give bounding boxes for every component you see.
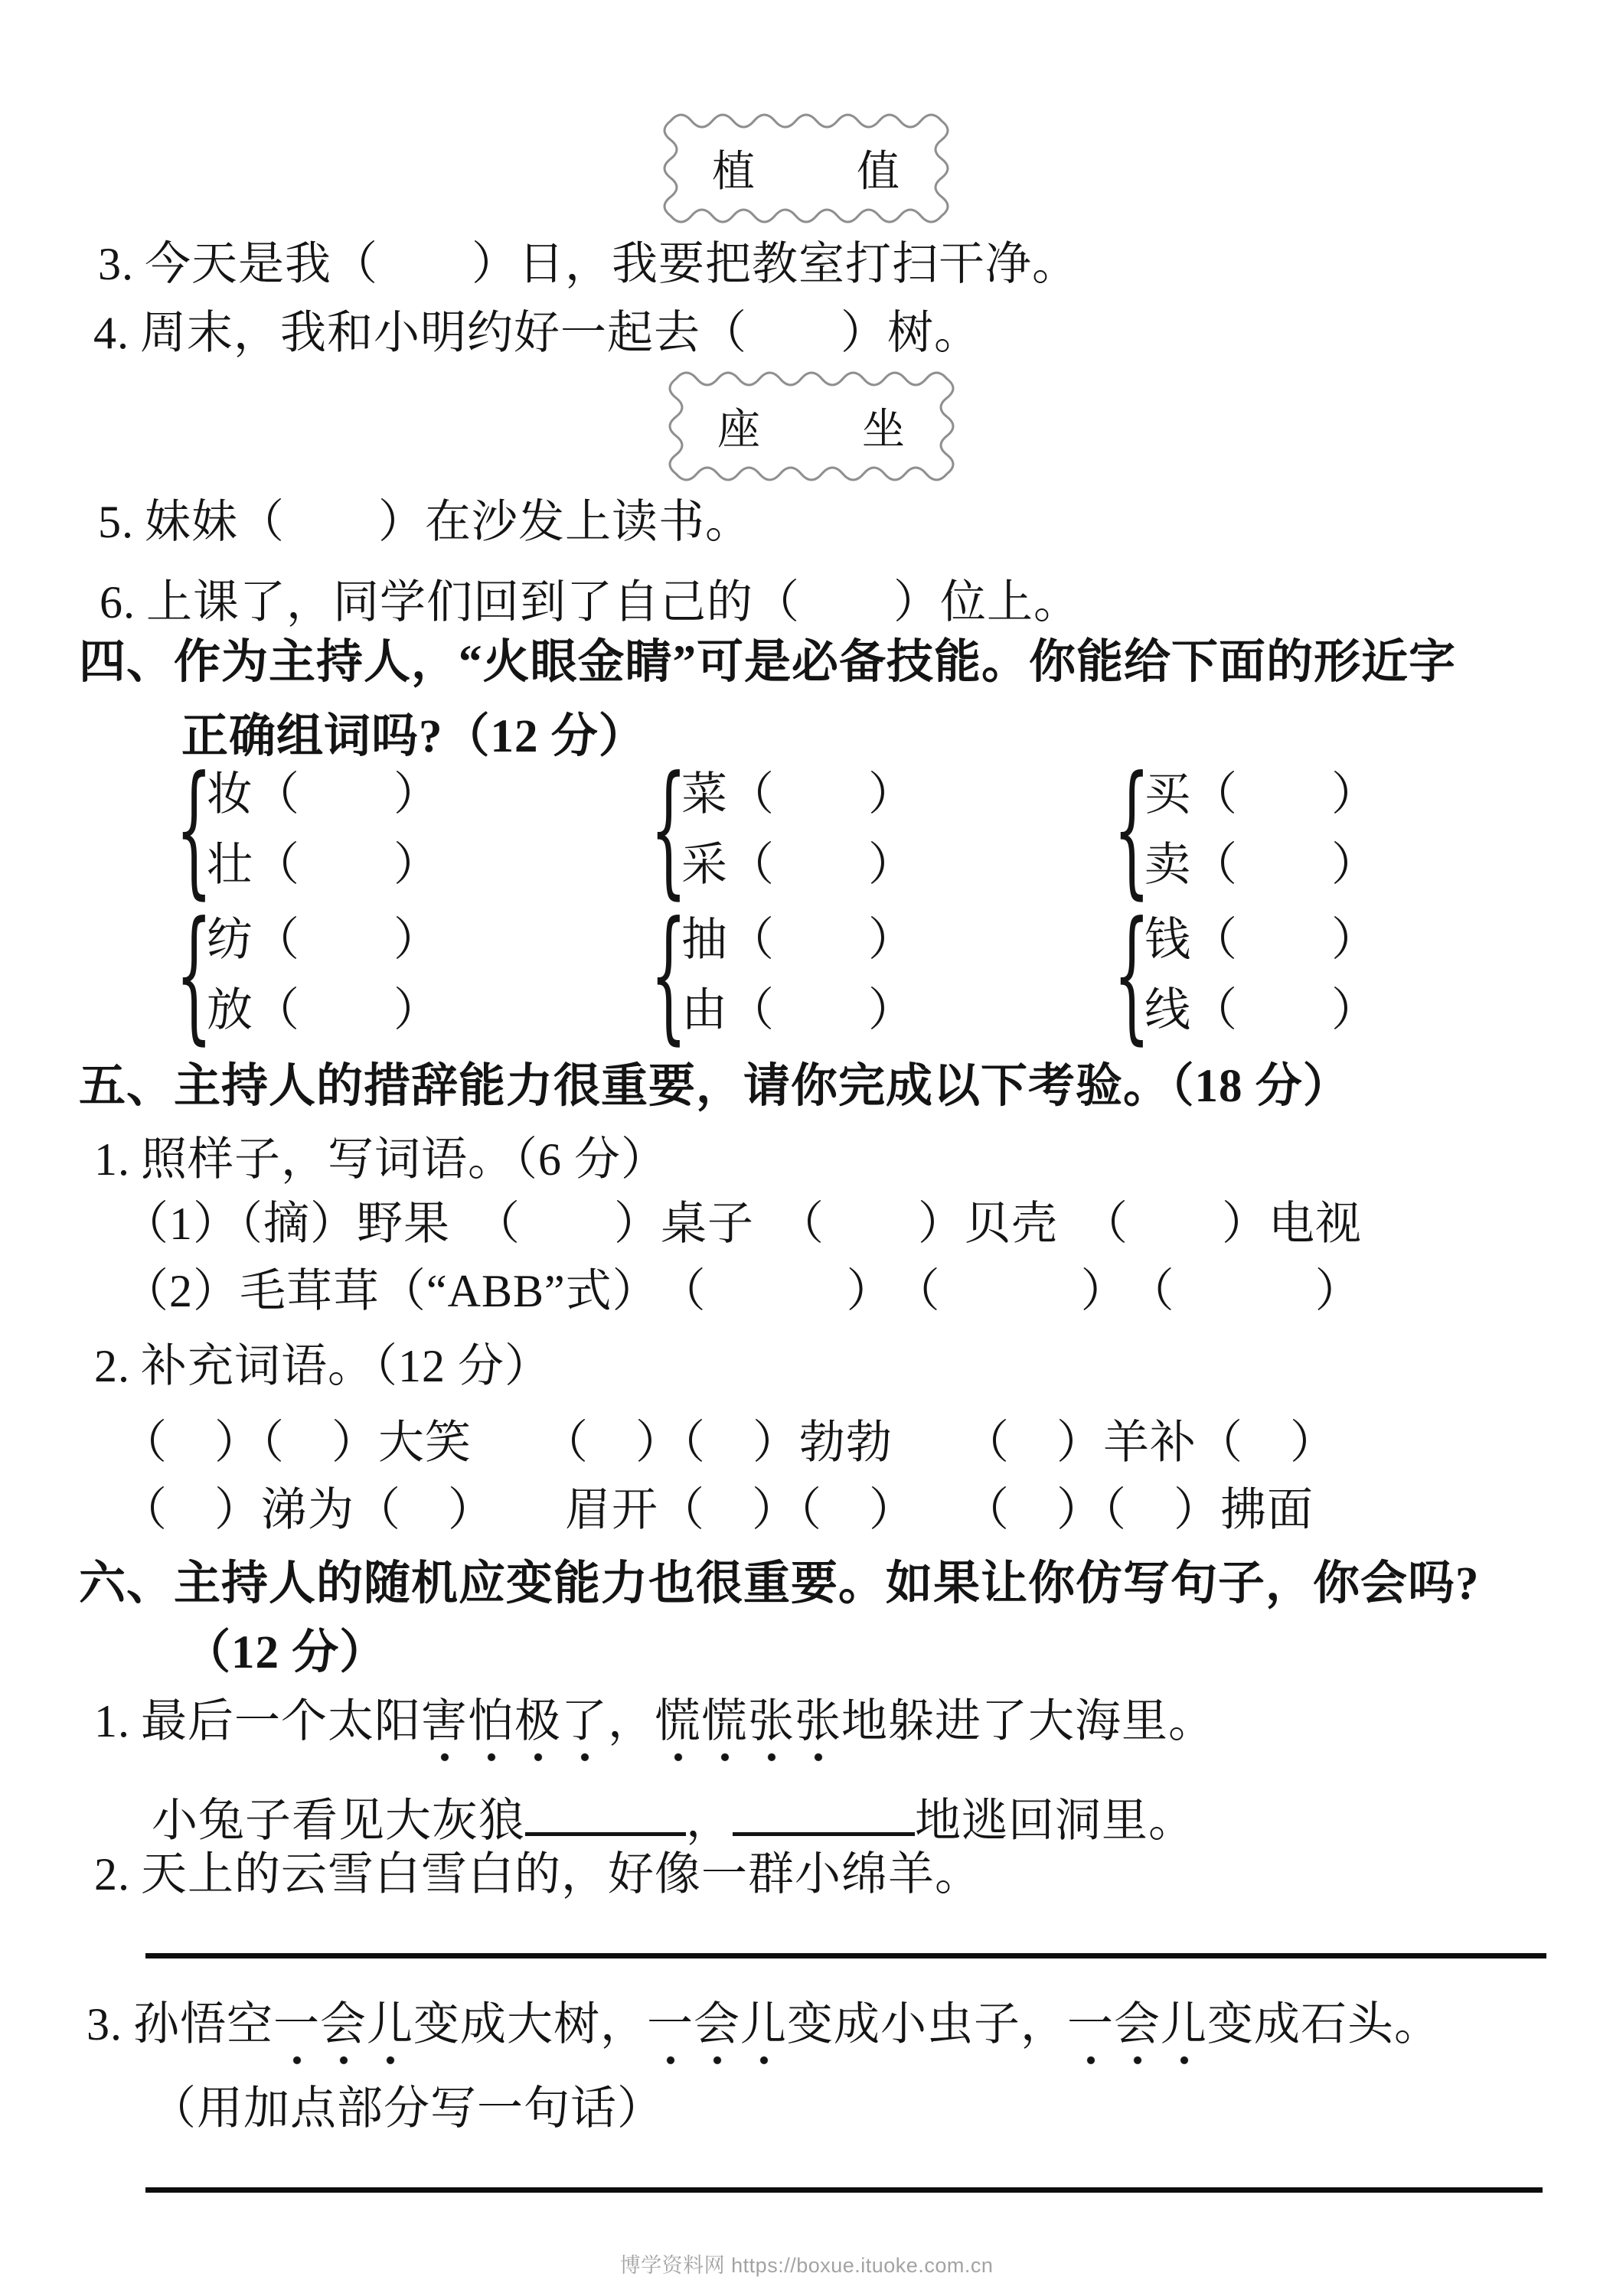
question-number: 3. [98, 239, 134, 289]
pair-blank: （ ） [253, 915, 440, 965]
sentence-segment: 地逃回洞里。 [915, 1795, 1195, 1846]
pair-blank: （ ） [728, 769, 915, 820]
sentence-segment-emphasized: 害怕极了 [421, 1696, 608, 1762]
pair-blank: （ ） [253, 769, 440, 820]
pair-group-fang [162, 891, 637, 1058]
section-five-q1-row1: （1）（摘）野果 （ ）桌子 （ ）贝壳 （ ）电视 [122, 1199, 1362, 1249]
sentence-segment: 地躲进了大海里。 [841, 1696, 1215, 1746]
word-bank-box-1 [664, 115, 948, 222]
section-six-q3-note: （用加点部分写一句话） [150, 2083, 664, 2134]
pair-char: 卖 [1144, 840, 1191, 890]
pair-blank: （ ） [1191, 915, 1378, 965]
pair-blank: （ ） [1191, 985, 1378, 1035]
sentence-segment: 小兔子看见大灰狼 [152, 1795, 525, 1846]
pair-blank: （ ） [1191, 840, 1378, 890]
pair-blank: （ ） [253, 840, 440, 890]
pair-char: 抽 [681, 915, 728, 965]
section-four-title-line1: 四、作为主持人，“火眼金睛”可是必备技能。你能给下面的形近字 [79, 637, 1457, 688]
pair-char: 钱 [1144, 915, 1191, 965]
question-text: 上课了，同学们回到了自己的（ ）位上。 [146, 577, 1080, 628]
section-six-title-line2: （12 分） [184, 1627, 387, 1678]
pair-group-qian [1100, 891, 1556, 1058]
question-text: 今天是我（ ）日，我要把教室打扫干净。 [145, 239, 1079, 289]
pair-group-mai [1100, 745, 1556, 913]
sentence-segment-emphasized: 一会儿 [273, 1999, 413, 2065]
section-five-title: 五、主持人的措辞能力很重要，请你完成以下考验。（18 分） [79, 1061, 1350, 1112]
section-six-q1-continuation [152, 1789, 1195, 1850]
section-four-title-line2: 正确组词吗?（12 分） [181, 711, 646, 762]
answer-rule [145, 2187, 1543, 2193]
sentence-segment: 孙悟空 [133, 1999, 273, 2050]
footer-watermark: 博学资料网 https://boxue.ituoke.com.cn [619, 2254, 994, 2277]
question-6 [100, 574, 1080, 631]
pair-blank: （ ） [253, 985, 440, 1035]
pair-char: 买 [1144, 769, 1191, 820]
question-5 [98, 494, 752, 551]
sentence-segment: 变成小虫子， [787, 1999, 1067, 2050]
pair-blank: （ ） [728, 840, 915, 890]
left-brace-icon: { [1113, 745, 1151, 913]
word-bank-options [670, 373, 953, 480]
section-six-q2 [94, 1846, 981, 1903]
section-five-q2-row2: （ ）涕为（ ） 眉开（ ）（ ） （ ）（ ）拂面 [121, 1485, 1314, 1535]
question-number: 2. [94, 1341, 130, 1391]
left-brace-icon: { [650, 745, 687, 913]
question-3 [98, 236, 1079, 293]
pair-char: 放 [207, 985, 253, 1035]
word-bank-char-left: 植 [712, 148, 756, 196]
pair-blank: （ ） [728, 915, 915, 965]
section-five-q2-row1: （ ）（ ）大笑 （ ）（ ）勃勃 （ ）羊补（ ） [121, 1417, 1337, 1468]
section-five-q1-row2: （2）毛茸茸（“ABB”式） （ ） （ ） （ ） [122, 1266, 1362, 1316]
question-number: 2. [94, 1849, 130, 1900]
section-six-q3 [87, 1996, 1441, 2053]
pair-group-cai [637, 745, 1100, 913]
question-4 [93, 305, 981, 362]
sentence-segment: 最后一个太阳 [141, 1696, 421, 1746]
left-brace-icon: { [650, 891, 687, 1058]
question-text: 照样子，写词语。（6 分） [141, 1134, 668, 1185]
answer-blank-line [733, 1789, 915, 1836]
left-brace-icon: { [175, 891, 213, 1058]
pair-char: 纺 [207, 915, 253, 965]
pair-blank: （ ） [728, 985, 915, 1035]
question-text: 妹妹（ ）在沙发上读书。 [145, 497, 752, 547]
sentence-segment-emphasized: 一会儿 [1067, 1999, 1207, 2065]
pair-char: 妆 [207, 769, 253, 820]
sentence-segment: ， [608, 1696, 655, 1746]
sentence-segment: 变成石头。 [1207, 1999, 1441, 2050]
section-six-q1 [94, 1693, 1215, 1750]
pair-char: 壮 [207, 840, 253, 890]
section-five-q2 [94, 1338, 551, 1395]
pair-char: 线 [1144, 985, 1191, 1035]
pair-char: 由 [681, 985, 728, 1035]
answer-blank-line [525, 1789, 686, 1836]
sentence-segment: ， [686, 1795, 733, 1846]
question-number: 1. [94, 1134, 130, 1185]
section-five-q1 [94, 1131, 668, 1189]
sentence-segment: 变成大树， [413, 1999, 647, 2050]
question-text: 天上的云雪白雪白的，好像一群小绵羊。 [141, 1849, 981, 1900]
pair-group-chou [637, 891, 1100, 1058]
word-bank-char-left: 座 [717, 406, 761, 454]
sentence-segment-emphasized: 慌慌张张 [655, 1696, 841, 1762]
left-brace-icon: { [175, 745, 213, 913]
word-bank-box-2 [670, 373, 953, 480]
question-text: 补充词语。（12 分） [141, 1341, 551, 1391]
question-number: 6. [100, 577, 136, 628]
word-bank-char-right: 值 [857, 148, 900, 196]
question-text: 周末，我和小明约好一起去（ ）树。 [140, 308, 981, 358]
pair-char: 菜 [681, 769, 728, 820]
question-number: 1. [94, 1696, 130, 1746]
word-bank-options [664, 115, 948, 222]
question-number: 3. [87, 1999, 122, 2050]
question-number: 4. [93, 308, 129, 358]
question-number: 5. [98, 497, 134, 547]
character-pairs-grid [162, 745, 1556, 1058]
answer-rule [145, 1953, 1546, 1958]
left-brace-icon: { [1113, 891, 1151, 1058]
sentence-segment-emphasized: 一会儿 [647, 1999, 787, 2065]
pair-blank: （ ） [1191, 769, 1378, 820]
section-six-title-line1: 六、主持人的随机应变能力也很重要。如果让你仿写句子，你会吗? [79, 1558, 1480, 1609]
pair-char: 采 [681, 840, 728, 890]
word-bank-char-right: 坐 [862, 406, 906, 454]
pair-group-zhuang [162, 745, 637, 913]
